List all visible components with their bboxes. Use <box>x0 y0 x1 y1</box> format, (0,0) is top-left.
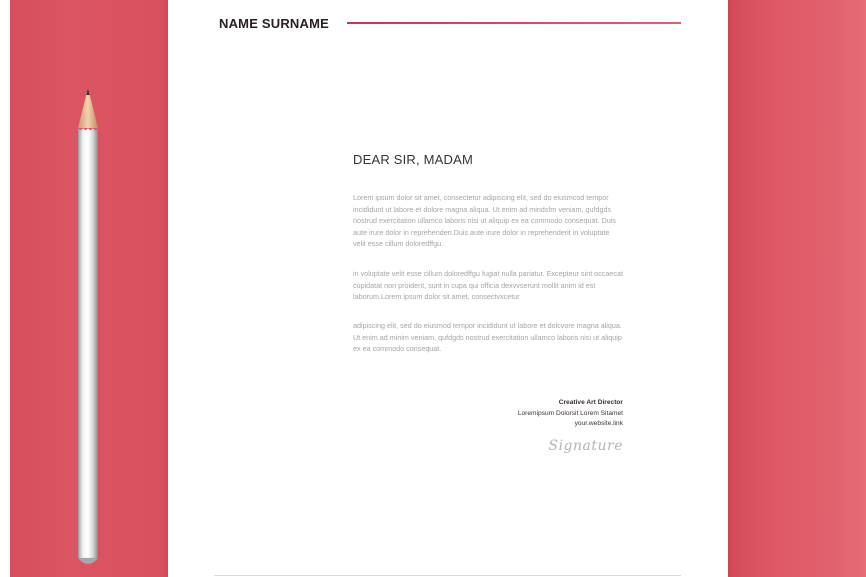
letter-paragraph-3: adipiscing elit, sed do eiusmod tempor incididunt ut labore et dolcvore magna aliqua. Ut enim ad minim veniam, qufdgds nostrud exercitation ullamco laboris nisi ut aliquip ex ea commodo consequat. <box>353 321 622 354</box>
sign-off-block <box>518 398 623 430</box>
letter-paragraph-2: in voluptate velit esse cillum doloredffgu fugiat nulla pariatur. Excepteur sint occaecat cupidatat non proident, sunt in cupa qui officia dexvvserunt mollit anim id est laborum.Lorem ipsum dolor sit amet, consectvxcetur <box>353 269 623 302</box>
letter-greeting: DEAR SIR, MADAM <box>353 152 474 167</box>
handwritten-signature: Signature <box>548 438 623 454</box>
website-link[interactable]: your.website.link <box>574 420 623 428</box>
pencil-icon <box>62 80 112 572</box>
job-title: Creative Art Director <box>558 399 623 406</box>
footer-divider <box>214 575 681 576</box>
name-heading: NAME SURNAME <box>219 16 330 31</box>
letter-paragraph-1: Lorem ipsum dolor sit amet, consectetur adipiscing elit, sed do eiusmcod tempor incididunt ut labore et dolore magna aliqua. Ut enim ad mindsfm veniam, qufdgds nostrud exercitation ullamco laboris nisi ut aliquip ex ea commodo consequat. Duis aute irure dolor in reprehenderi.Duis aute irure dolor in reprehenderit in voluptate velit esse cillum doloredffgu. <box>353 193 616 249</box>
company-name: Loremipsum Dolorsit Lorem Sitamet <box>517 409 623 417</box>
header-divider <box>347 22 681 24</box>
red-background-right <box>728 0 866 577</box>
